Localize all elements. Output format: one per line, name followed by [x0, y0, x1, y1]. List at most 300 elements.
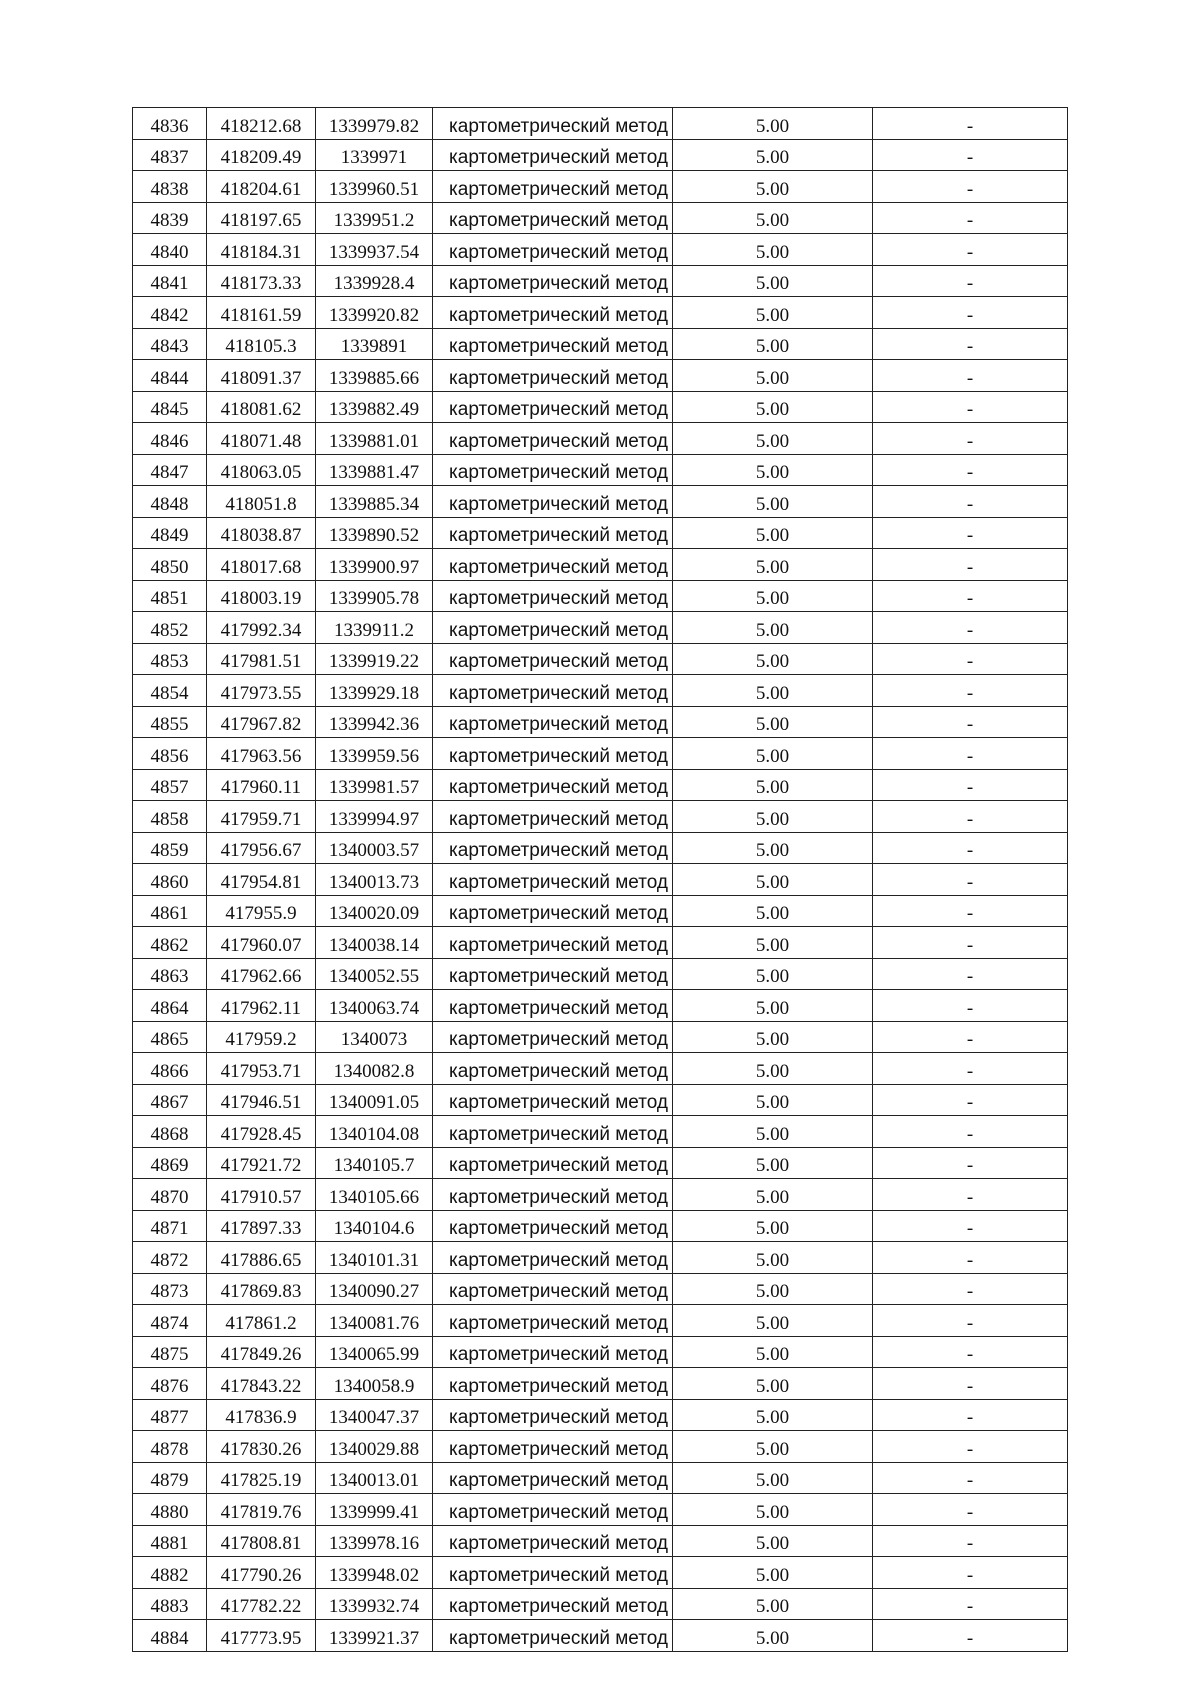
note-cell [873, 738, 1068, 770]
point-number-cell [133, 738, 207, 770]
point-number-text: 4875 [150, 1344, 189, 1365]
accuracy-text: 5.00 [755, 1155, 790, 1176]
y-coordinate-cell [316, 895, 433, 927]
point-number-cell [133, 108, 207, 140]
accuracy-text: 5.00 [755, 1533, 790, 1554]
x-coordinate-cell [207, 580, 316, 612]
point-number-text: 4844 [150, 367, 189, 389]
point-number-text: 4870 [150, 1186, 189, 1208]
y-coordinate-text: 1339937.54 [328, 241, 420, 263]
point-number-cell [133, 864, 207, 896]
note-cell [873, 864, 1068, 896]
y-coordinate-text: 1340038.14 [328, 934, 420, 956]
y-coordinate-cell [316, 1431, 433, 1463]
note-cell [873, 1210, 1068, 1242]
note-text: - [966, 1344, 974, 1365]
y-coordinate-cell [316, 1273, 433, 1305]
x-coordinate-cell [207, 549, 316, 581]
y-coordinate-text: 1340105.66 [328, 1186, 420, 1208]
y-coordinate-text: 1339994.97 [328, 808, 420, 830]
point-number-text: 4863 [150, 966, 189, 987]
note-cell [873, 1399, 1068, 1431]
point-number-text: 4867 [150, 1092, 189, 1113]
x-coordinate-text: 418197.65 [220, 210, 302, 231]
note-text: - [966, 903, 974, 924]
y-coordinate-cell [316, 171, 433, 203]
x-coordinate-text: 417962.11 [220, 997, 302, 1019]
x-coordinate-text: 418071.48 [220, 430, 302, 452]
point-number-text: 4848 [150, 493, 189, 515]
x-coordinate-text: 417981.51 [220, 651, 302, 672]
x-coordinate-cell [207, 1179, 316, 1211]
x-coordinate-cell [207, 990, 316, 1022]
point-number-text: 4864 [150, 997, 189, 1019]
x-coordinate-cell [207, 643, 316, 675]
accuracy-text: 5.00 [755, 210, 790, 231]
table-row [133, 517, 1068, 549]
y-coordinate-text: 1339960.51 [328, 178, 420, 200]
note-text: - [966, 1564, 974, 1586]
y-coordinate-text: 1340104.08 [328, 1123, 420, 1145]
method-cell [433, 643, 673, 675]
x-coordinate-text: 417967.82 [220, 714, 302, 735]
point-number-text: 4851 [150, 588, 189, 609]
y-coordinate-cell [316, 1399, 433, 1431]
point-number-cell [133, 1273, 207, 1305]
x-coordinate-text: 418017.68 [220, 556, 302, 578]
method-cell [433, 1305, 673, 1337]
table-row [133, 1557, 1068, 1589]
point-number-text: 4852 [150, 619, 189, 641]
method-cell [433, 423, 673, 455]
x-coordinate-cell [207, 486, 316, 518]
y-coordinate-text: 1340013.01 [328, 1470, 420, 1491]
note-text: - [966, 399, 974, 420]
note-text: - [966, 619, 974, 641]
note-text: - [966, 745, 974, 767]
accuracy-text: 5.00 [755, 714, 790, 735]
note-text: - [966, 241, 974, 263]
x-coordinate-cell [207, 895, 316, 927]
x-coordinate-cell [207, 1557, 316, 1589]
note-text: - [966, 1092, 974, 1113]
point-number-text: 4842 [150, 304, 189, 326]
note-cell [873, 360, 1068, 392]
method-cell [433, 801, 673, 833]
accuracy-text: 5.00 [755, 997, 790, 1019]
note-text: - [966, 1596, 974, 1617]
method-text: картометрический метод [449, 651, 668, 672]
table-row [133, 990, 1068, 1022]
accuracy-cell [673, 171, 873, 203]
note-cell [873, 958, 1068, 990]
note-cell [873, 801, 1068, 833]
y-coordinate-text: 1339978.16 [328, 1533, 420, 1554]
x-coordinate-cell [207, 1399, 316, 1431]
y-coordinate-text: 1340073 [340, 1029, 408, 1050]
note-cell [873, 1620, 1068, 1652]
method-cell [433, 202, 673, 234]
method-cell [433, 706, 673, 738]
x-coordinate-cell [207, 1210, 316, 1242]
accuracy-cell [673, 643, 873, 675]
note-cell [873, 423, 1068, 455]
method-text: картометрический метод [449, 210, 668, 231]
y-coordinate-cell [316, 1084, 433, 1116]
y-coordinate-cell [316, 1116, 433, 1148]
note-cell [873, 297, 1068, 329]
accuracy-text: 5.00 [755, 367, 790, 389]
point-number-cell [133, 1147, 207, 1179]
x-coordinate-text: 417869.83 [220, 1281, 302, 1302]
accuracy-cell [673, 1053, 873, 1085]
note-text: - [966, 1155, 974, 1176]
note-cell [873, 391, 1068, 423]
point-number-text: 4839 [150, 210, 189, 231]
table-row [133, 202, 1068, 234]
accuracy-cell [673, 1494, 873, 1526]
point-number-text: 4869 [150, 1155, 189, 1176]
note-text: - [966, 178, 974, 200]
y-coordinate-text: 1339882.49 [328, 399, 420, 420]
point-number-text: 4849 [150, 525, 189, 546]
accuracy-text: 5.00 [755, 1312, 790, 1334]
point-number-cell [133, 1462, 207, 1494]
note-cell [873, 1116, 1068, 1148]
method-text: картометрический метод [449, 1186, 668, 1208]
method-text: картометрический метод [449, 115, 668, 137]
point-number-cell [133, 580, 207, 612]
y-coordinate-text: 1339979.82 [328, 115, 420, 137]
method-cell [433, 580, 673, 612]
method-cell [433, 1147, 673, 1179]
table-row [133, 108, 1068, 140]
table-row [133, 927, 1068, 959]
accuracy-cell [673, 328, 873, 360]
accuracy-cell [673, 1210, 873, 1242]
accuracy-text: 5.00 [755, 588, 790, 609]
x-coordinate-cell [207, 171, 316, 203]
x-coordinate-cell [207, 1588, 316, 1620]
note-text: - [966, 493, 974, 515]
table-row [133, 706, 1068, 738]
method-text: картометрический метод [449, 1501, 668, 1523]
point-number-cell [133, 1620, 207, 1652]
y-coordinate-text: 1339981.57 [328, 777, 420, 798]
accuracy-cell [673, 360, 873, 392]
note-text: - [966, 1186, 974, 1208]
method-cell [433, 1557, 673, 1589]
x-coordinate-text: 417790.26 [220, 1564, 302, 1586]
x-coordinate-text: 417956.67 [220, 840, 302, 861]
note-text: - [966, 1312, 974, 1334]
y-coordinate-text: 1340063.74 [328, 997, 420, 1019]
x-coordinate-text: 417910.57 [220, 1186, 302, 1208]
method-cell [433, 958, 673, 990]
accuracy-cell [673, 423, 873, 455]
accuracy-text: 5.00 [755, 1281, 790, 1302]
accuracy-text: 5.00 [755, 1060, 790, 1082]
point-number-cell [133, 202, 207, 234]
note-text: - [966, 1218, 974, 1239]
point-number-cell [133, 486, 207, 518]
point-number-cell [133, 1021, 207, 1053]
accuracy-cell [673, 580, 873, 612]
x-coordinate-text: 417830.26 [220, 1438, 302, 1460]
point-number-text: 4881 [150, 1533, 189, 1554]
method-cell [433, 832, 673, 864]
coordinates-table [132, 107, 1068, 1652]
x-coordinate-cell [207, 801, 316, 833]
method-text: картометрический метод [449, 525, 668, 546]
point-number-text: 4847 [150, 462, 189, 483]
note-text: - [966, 651, 974, 672]
point-number-text: 4850 [150, 556, 189, 578]
accuracy-cell [673, 517, 873, 549]
method-text: картометрический метод [449, 1533, 668, 1554]
note-cell [873, 1462, 1068, 1494]
accuracy-text: 5.00 [755, 1344, 790, 1365]
method-cell [433, 360, 673, 392]
y-coordinate-cell [316, 139, 433, 171]
accuracy-text: 5.00 [755, 1218, 790, 1239]
note-cell [873, 990, 1068, 1022]
y-coordinate-text: 1339900.97 [328, 556, 420, 578]
note-text: - [966, 304, 974, 326]
method-cell [433, 328, 673, 360]
note-text: - [966, 1375, 974, 1397]
method-text: картометрический метод [449, 997, 668, 1019]
y-coordinate-cell [316, 1053, 433, 1085]
method-cell [433, 1273, 673, 1305]
x-coordinate-cell [207, 1305, 316, 1337]
accuracy-cell [673, 832, 873, 864]
x-coordinate-cell [207, 1525, 316, 1557]
y-coordinate-cell [316, 549, 433, 581]
note-cell [873, 486, 1068, 518]
accuracy-cell [673, 108, 873, 140]
method-text: картометрический метод [449, 745, 668, 767]
y-coordinate-text: 1340052.55 [328, 966, 420, 987]
note-text: - [966, 966, 974, 987]
accuracy-cell [673, 454, 873, 486]
table-row [133, 580, 1068, 612]
note-cell [873, 234, 1068, 266]
accuracy-cell [673, 769, 873, 801]
x-coordinate-cell [207, 1021, 316, 1053]
point-number-cell [133, 643, 207, 675]
method-text: картометрический метод [449, 871, 668, 893]
point-number-text: 4838 [150, 178, 189, 200]
y-coordinate-text: 1340047.37 [328, 1407, 420, 1428]
point-number-text: 4876 [150, 1375, 189, 1397]
accuracy-cell [673, 1399, 873, 1431]
note-cell [873, 1494, 1068, 1526]
x-coordinate-text: 417959.71 [220, 808, 302, 830]
x-coordinate-cell [207, 1462, 316, 1494]
point-number-text: 4880 [150, 1501, 189, 1523]
note-cell [873, 517, 1068, 549]
method-cell [433, 927, 673, 959]
x-coordinate-text: 418173.33 [220, 273, 302, 294]
method-cell [433, 1494, 673, 1526]
point-number-cell [133, 1305, 207, 1337]
x-coordinate-cell [207, 1273, 316, 1305]
point-number-text: 4857 [150, 777, 189, 798]
y-coordinate-text: 1339932.74 [328, 1596, 420, 1617]
y-coordinate-text: 1340003.57 [328, 840, 420, 861]
accuracy-cell [673, 486, 873, 518]
x-coordinate-text: 418063.05 [220, 462, 302, 483]
x-coordinate-cell [207, 1336, 316, 1368]
accuracy-text: 5.00 [755, 1186, 790, 1208]
note-cell [873, 1084, 1068, 1116]
point-number-text: 4872 [150, 1249, 189, 1271]
table-row [133, 1116, 1068, 1148]
point-number-cell [133, 1210, 207, 1242]
point-number-text: 4858 [150, 808, 189, 830]
table-row [133, 139, 1068, 171]
x-coordinate-cell [207, 454, 316, 486]
accuracy-cell [673, 1557, 873, 1589]
x-coordinate-text: 417886.65 [220, 1249, 302, 1271]
y-coordinate-cell [316, 1620, 433, 1652]
x-coordinate-text: 418184.31 [220, 241, 302, 263]
y-coordinate-cell [316, 801, 433, 833]
point-number-cell [133, 423, 207, 455]
accuracy-text: 5.00 [755, 1564, 790, 1586]
x-coordinate-text: 417954.81 [220, 871, 302, 893]
x-coordinate-text: 417843.22 [220, 1375, 302, 1397]
accuracy-cell [673, 675, 873, 707]
point-number-text: 4884 [150, 1627, 189, 1649]
y-coordinate-cell [316, 517, 433, 549]
table-row [133, 423, 1068, 455]
accuracy-cell [673, 1462, 873, 1494]
accuracy-text: 5.00 [755, 462, 790, 483]
y-coordinate-cell [316, 1368, 433, 1400]
x-coordinate-text: 417773.95 [220, 1627, 302, 1649]
note-text: - [966, 1249, 974, 1271]
accuracy-text: 5.00 [755, 1092, 790, 1113]
note-cell [873, 1368, 1068, 1400]
point-number-cell [133, 1179, 207, 1211]
table-row [133, 1210, 1068, 1242]
table-row [133, 643, 1068, 675]
table-row [133, 612, 1068, 644]
table-row [133, 1021, 1068, 1053]
x-coordinate-cell [207, 927, 316, 959]
x-coordinate-cell [207, 517, 316, 549]
note-text: - [966, 588, 974, 609]
y-coordinate-text: 1340081.76 [328, 1312, 420, 1334]
point-number-text: 4878 [150, 1438, 189, 1460]
point-number-text: 4859 [150, 840, 189, 861]
point-number-text: 4837 [150, 147, 189, 168]
method-cell [433, 612, 673, 644]
accuracy-text: 5.00 [755, 903, 790, 924]
accuracy-text: 5.00 [755, 1123, 790, 1145]
method-text: картометрический метод [449, 493, 668, 515]
table-row [133, 1242, 1068, 1274]
y-coordinate-cell [316, 1525, 433, 1557]
y-coordinate-text: 1340020.09 [328, 903, 420, 924]
point-number-text: 4845 [150, 399, 189, 420]
note-text: - [966, 871, 974, 893]
accuracy-text: 5.00 [755, 682, 790, 704]
accuracy-cell [673, 139, 873, 171]
method-cell [433, 1462, 673, 1494]
x-coordinate-cell [207, 706, 316, 738]
point-number-text: 4868 [150, 1123, 189, 1145]
y-coordinate-text: 1340091.05 [328, 1092, 420, 1113]
accuracy-cell [673, 1305, 873, 1337]
table-row [133, 801, 1068, 833]
accuracy-text: 5.00 [755, 178, 790, 200]
note-cell [873, 1053, 1068, 1085]
point-number-text: 4874 [150, 1312, 189, 1334]
point-number-cell [133, 171, 207, 203]
accuracy-cell [673, 1620, 873, 1652]
y-coordinate-text: 1339928.4 [333, 273, 415, 294]
table-row [133, 1494, 1068, 1526]
point-number-cell [133, 1336, 207, 1368]
table-row [133, 1525, 1068, 1557]
point-number-text: 4882 [150, 1564, 189, 1586]
point-number-text: 4836 [150, 115, 189, 137]
y-coordinate-cell [316, 706, 433, 738]
point-number-cell [133, 1399, 207, 1431]
note-text: - [966, 147, 974, 168]
accuracy-text: 5.00 [755, 808, 790, 830]
y-coordinate-cell [316, 958, 433, 990]
y-coordinate-cell [316, 1557, 433, 1589]
y-coordinate-cell [316, 832, 433, 864]
accuracy-text: 5.00 [755, 336, 790, 357]
method-cell [433, 549, 673, 581]
point-number-cell [133, 454, 207, 486]
x-coordinate-cell [207, 958, 316, 990]
point-number-text: 4841 [150, 273, 189, 294]
x-coordinate-cell [207, 1053, 316, 1085]
note-text: - [966, 1501, 974, 1523]
y-coordinate-text: 1340105.7 [333, 1155, 415, 1176]
x-coordinate-cell [207, 1494, 316, 1526]
accuracy-text: 5.00 [755, 871, 790, 893]
table-row [133, 297, 1068, 329]
accuracy-cell [673, 1588, 873, 1620]
note-cell [873, 1336, 1068, 1368]
y-coordinate-text: 1339929.18 [328, 682, 420, 704]
accuracy-text: 5.00 [755, 304, 790, 326]
x-coordinate-text: 417849.26 [220, 1344, 302, 1365]
accuracy-cell [673, 864, 873, 896]
accuracy-cell [673, 265, 873, 297]
y-coordinate-cell [316, 927, 433, 959]
note-cell [873, 1021, 1068, 1053]
method-cell [433, 1588, 673, 1620]
note-cell [873, 706, 1068, 738]
note-cell [873, 1588, 1068, 1620]
y-coordinate-cell [316, 265, 433, 297]
method-text: картометрический метод [449, 934, 668, 956]
accuracy-text: 5.00 [755, 115, 790, 137]
point-number-text: 4862 [150, 934, 189, 956]
method-text: картометрический метод [449, 1281, 668, 1302]
y-coordinate-text: 1339948.02 [328, 1564, 420, 1586]
point-number-cell [133, 1368, 207, 1400]
method-text: картометрический метод [449, 966, 668, 987]
